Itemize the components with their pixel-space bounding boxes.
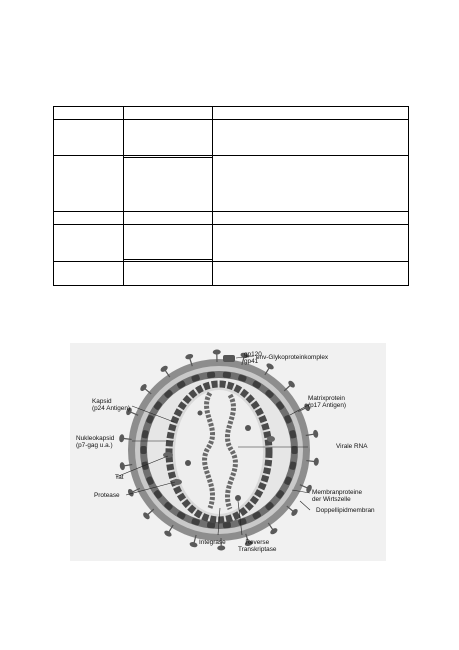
capsid-interior [175, 390, 263, 514]
kapsid-label: Kapsid (p24 Antigen) [92, 398, 131, 413]
protease-label: Protease [94, 492, 120, 499]
spike-head [159, 364, 168, 373]
protease-protein [172, 479, 182, 485]
reverse-transkriptase-label: Reverse Transkriptase [238, 539, 277, 554]
spike-head [269, 527, 278, 536]
spike-head [313, 429, 319, 438]
spike-head [119, 434, 125, 443]
tat-label: Tat [115, 474, 124, 481]
enzyme-dot [185, 460, 191, 466]
spike-head [265, 362, 274, 370]
matrix-bead [207, 372, 216, 379]
doppellipidmembran-label: Doppellipidmembran [316, 507, 375, 514]
env-label: env-Glykoproteinkomplex [256, 354, 329, 361]
spike-head [119, 462, 125, 471]
spike-head [185, 353, 194, 360]
matrix-bead [223, 372, 232, 379]
gp120-label: gp120 [244, 351, 262, 358]
spike-head [313, 457, 319, 466]
empty-table [0, 0, 459, 300]
integrase-label: Integrase [199, 539, 226, 546]
enzyme-dot [198, 411, 203, 416]
protein-blob [267, 436, 275, 442]
enzyme-dot [235, 495, 241, 501]
virale-rna-label: Virale RNA [336, 443, 368, 450]
table-frame [54, 107, 409, 286]
virion-diagram [70, 343, 386, 561]
gp41-label: gp41 [244, 358, 259, 365]
matrix-bead [141, 446, 147, 454]
spike-head [213, 349, 221, 354]
enzyme-dot [245, 425, 251, 431]
matrixprotein-label: Matrixprotein (p17 Antigen) [308, 395, 347, 410]
spike-head [189, 541, 198, 548]
membranproteine-label: Membranproteine der Wirtszelle [312, 489, 363, 504]
nukleokapsid-label: Nukleokapsid (p7-gag u.a.) [76, 435, 115, 450]
spike-head [163, 529, 172, 537]
gp120-spike-head [223, 355, 235, 362]
hiv-virion-figure [70, 343, 386, 561]
